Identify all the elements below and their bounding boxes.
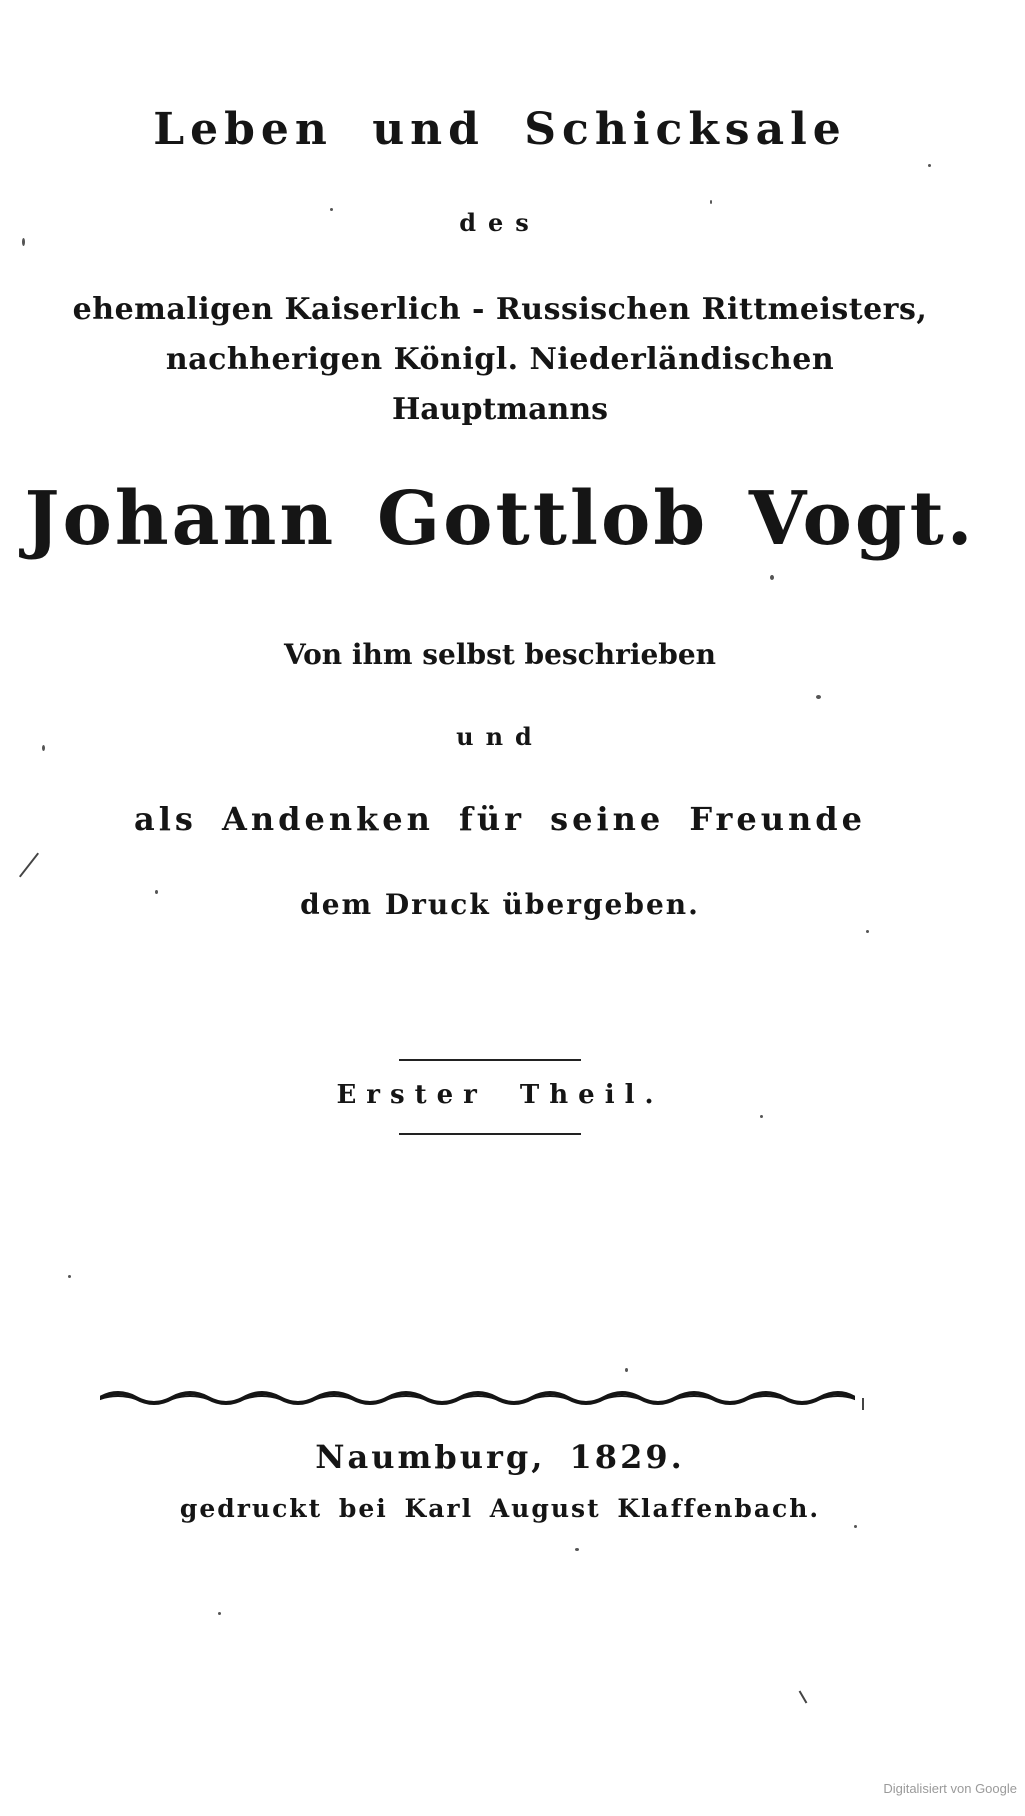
- imprint-place-year: Naumburg, 1829.: [315, 1438, 685, 1476]
- scan-stroke: [862, 1398, 864, 1410]
- scan-speck: [866, 930, 869, 933]
- scan-stroke: [799, 1690, 808, 1703]
- volume-rule-bottom: [399, 1133, 581, 1135]
- subtitle-line-1: ehemaligen Kaiserlich - Russischen Rittmeisters,: [72, 292, 928, 327]
- scan-speck: [155, 890, 158, 894]
- scan-speck: [625, 1368, 628, 1372]
- subtitle-line-2: nachherigen Königl. Niederländischen: [165, 342, 835, 377]
- imprint-printer: gedruckt bei Karl August Klaffenbach.: [179, 1494, 821, 1523]
- scan-speck: [854, 1525, 857, 1528]
- authorship-note: Von ihm selbst beschrieben: [283, 638, 717, 671]
- publication-note: dem Druck übergeben.: [300, 888, 700, 921]
- scan-speck: [68, 1275, 71, 1278]
- volume-rule-top: [399, 1059, 581, 1061]
- volume-label: Erster Theil.: [336, 1080, 664, 1110]
- digitization-watermark: Digitalisiert von Google: [883, 1781, 1017, 1796]
- scan-speck: [760, 1115, 763, 1118]
- scan-speck: [218, 1612, 221, 1615]
- title-connector-des: des: [459, 208, 541, 237]
- scan-speck: [22, 238, 25, 246]
- scan-stroke: [19, 853, 39, 878]
- scan-speck: [816, 695, 821, 699]
- scan-speck: [710, 200, 712, 204]
- author-name: Johann Gottlob Vogt.: [24, 476, 976, 562]
- connector-und: und: [456, 722, 544, 751]
- scan-speck: [575, 1548, 579, 1551]
- scan-speck: [42, 745, 45, 751]
- subtitle-line-3: Hauptmanns: [391, 392, 609, 427]
- scan-speck: [928, 164, 931, 167]
- dedication-line: als Andenken für seine Freunde: [133, 800, 867, 838]
- wavy-divider: [100, 1386, 855, 1410]
- book-title: Leben und Schicksale: [153, 104, 847, 155]
- scan-speck: [330, 208, 333, 211]
- scan-speck: [770, 575, 774, 580]
